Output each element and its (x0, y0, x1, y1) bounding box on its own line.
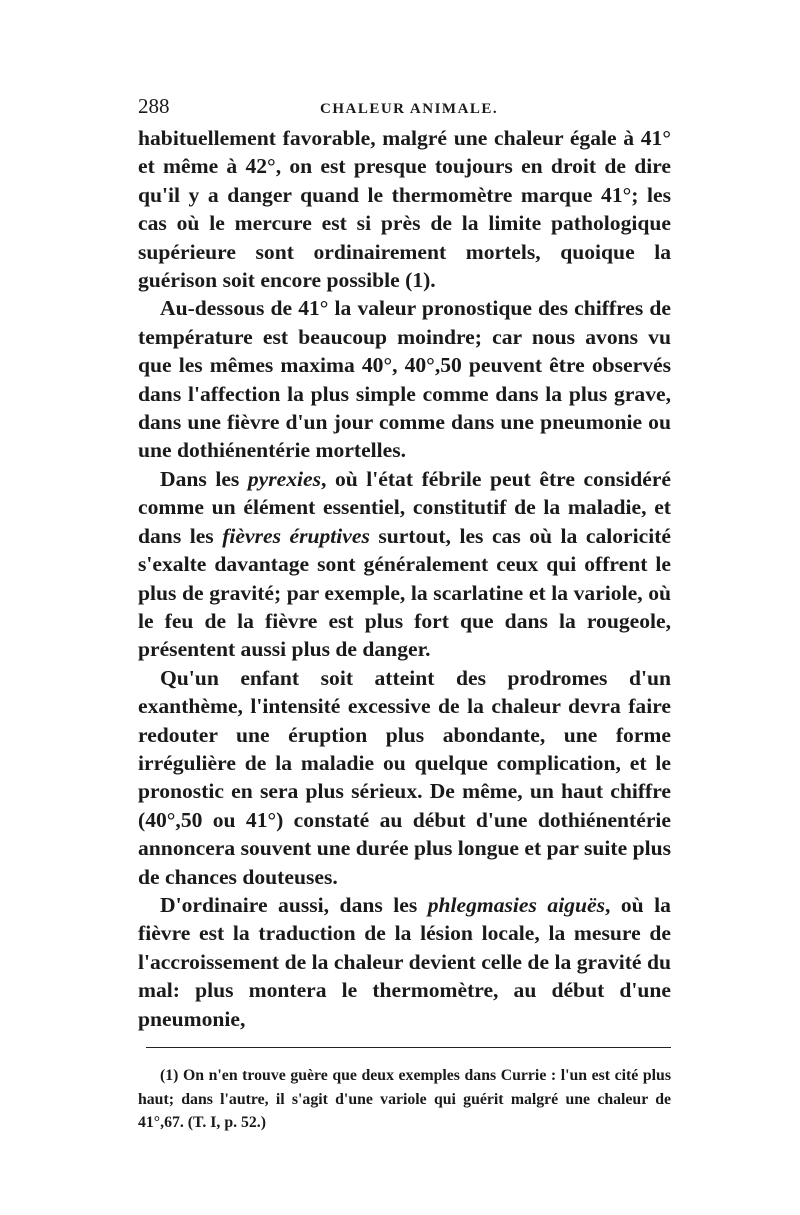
italic-term-phlegmasies: phlegmasies aiguës (427, 892, 605, 917)
footnote-rule (146, 1047, 671, 1048)
paragraph-5 (138, 891, 671, 1033)
paragraph-1 (138, 124, 671, 294)
running-head (138, 94, 671, 124)
book-page (138, 94, 671, 1135)
paragraph-text: habituellement favorable, malgré une chaleur égale à 41° et même à 42°, on est presque toujours en droit de dire qu'il y a danger quand le thermomètre marque 41°; les cas où le mercure est si près de la limite pathologique supérieure sont ordinairement mortels, quoique la guérison soit encore possible (1). (138, 126, 671, 293)
footnote (138, 1064, 671, 1135)
paragraph-text: , où la fièvre est la traduction de la lésion locale, la mesure de l'accroissement de la chaleur devient celle de la gravité du mal: plus montera le thermomètre, au début d'une pneumonie, (138, 892, 671, 1031)
italic-term-fievres-eruptives: fièvres éruptives (222, 523, 370, 548)
paragraph-text: Au-dessous de 41° la valeur pronostique des chiffres de température est beaucoup moindre; car nous avons vu que les mêmes maxima 40°, 40°,50 peuvent être observés dans l'affection la plus simple comme dans la plus grave, dans une fièvre d'un jour comme dans une pneumonie ou une dothiénentérie mortelles. (138, 296, 671, 463)
italic-term-pyrexies: pyrexies (247, 466, 322, 491)
running-title: CHALEUR ANIMALE. (320, 101, 499, 117)
page-number: 288 (138, 94, 170, 118)
paragraph-3 (138, 465, 671, 664)
body-text (138, 124, 671, 1033)
paragraph-text: D'ordinaire aussi, dans les (160, 892, 428, 917)
paragraph-text: surtout, les cas où la caloricité s'exalte davantage sont généralement ceux qui offrent le plus de gravité; par exemple, la scarlatine et la variole, où le feu de la fièvre est plus fort que dans la rougeole, présentent aussi plus de danger. (138, 523, 671, 662)
paragraph-text: Dans les (160, 466, 248, 491)
paragraph-text: , où l'état fébrile peut être considéré comme un élément essentiel, constitutif de la maladie, et dans les (138, 466, 672, 548)
paragraph-4 (138, 664, 671, 891)
paragraph-text: Qu'un enfant soit atteint des prodromes d'un exanthème, l'intensité excessive de la chaleur devra faire redouter une éruption plus abondante, une forme irrégulière de la maladie ou quelque complication, et le pronostic en sera plus sérieux. De même, un haut chiffre (40°,50 ou 41°) constaté au début d'une dothiénentérie annoncera souvent une durée plus longue et par suite plus de chances douteuses. (138, 665, 671, 889)
footnote-text: (1) On n'en trouve guère que deux exemples dans Currie : l'un est cité plus haut; dans l'autre, il s'agit d'une variole qui guérit malgré une chaleur de 41°,67. (T. I, p. 52.) (138, 1067, 671, 1131)
paragraph-2 (138, 294, 671, 464)
